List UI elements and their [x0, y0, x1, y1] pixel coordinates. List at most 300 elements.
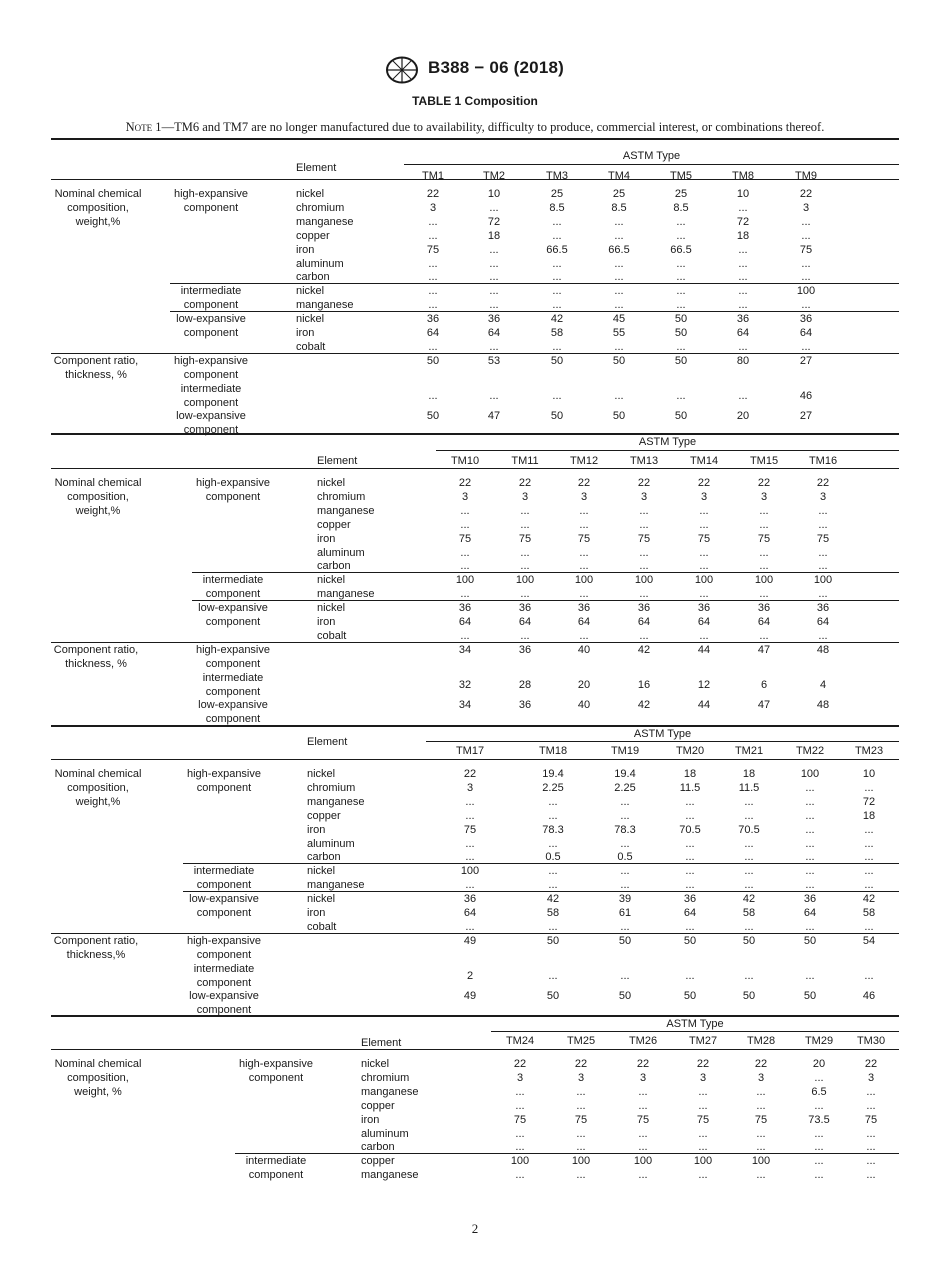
cell: 11.5 [679, 781, 701, 794]
cell: 22 [816, 477, 830, 489]
cell: 39 [618, 893, 632, 906]
cell: ... [428, 285, 438, 298]
cell: 11.5 [738, 781, 760, 794]
cell: 18 [736, 229, 750, 242]
cell: ... [805, 879, 815, 892]
document-header [0, 56, 950, 84]
document-id: B388 − 06 (2018) [428, 58, 564, 77]
ratio-cell: 48 [816, 643, 830, 656]
composition-table-block-4 [51, 1015, 899, 1185]
cell: 18 [742, 768, 756, 780]
cell: ... [639, 629, 649, 642]
ratio-cell: 28 [518, 678, 532, 691]
cell: 75 [757, 532, 771, 545]
cell: 75 [463, 823, 477, 836]
astm-type-header: ASTM Type [622, 150, 681, 162]
cell: 100 [751, 1155, 771, 1168]
cell: ... [465, 920, 475, 933]
ratio-label: Component ratio, [53, 643, 139, 656]
note-label: Note 1 [125, 120, 162, 134]
cell: ... [614, 257, 624, 270]
ratio-cell: ... [864, 969, 874, 982]
inter-ratio-label: intermediate [193, 962, 255, 975]
cell: 22 [518, 477, 532, 489]
ratio-cell: ... [744, 969, 754, 982]
cell: ... [552, 299, 562, 312]
cell: 61 [618, 907, 632, 919]
cell: ... [515, 1141, 525, 1154]
ratio-cell: 47 [487, 410, 501, 423]
low-ratio-label: component [183, 424, 239, 437]
ratio-cell: ... [489, 389, 499, 402]
cell: ... [620, 865, 630, 878]
element-header: Element [317, 455, 358, 467]
cell: ... [460, 546, 470, 559]
element-chromium: chromium [361, 1071, 410, 1084]
element-iron: iron [307, 907, 326, 919]
cell: ... [576, 1127, 586, 1140]
element-carbon: carbon [296, 271, 330, 284]
cell: ... [698, 1127, 708, 1140]
type-header-tm29: TM29 [804, 1035, 834, 1047]
cell: 36 [487, 313, 501, 326]
cell: ... [676, 215, 686, 228]
ratio-cell: 44 [697, 643, 711, 656]
cell: 3 [699, 1071, 707, 1084]
cell: 100 [460, 865, 480, 878]
cell: 3 [580, 490, 588, 503]
ratio-cell: 48 [816, 699, 830, 712]
nominal-label: composition, [67, 1071, 129, 1084]
cell: ... [489, 271, 499, 284]
cell: ... [579, 504, 589, 517]
cell: ... [818, 504, 828, 517]
cell: 22 [463, 768, 477, 780]
astm-type-header: ASTM Type [638, 436, 697, 448]
ratio-cell: 40 [577, 699, 591, 712]
ratio-cell: 49 [463, 990, 477, 1003]
type-header-tm23: TM23 [854, 745, 884, 757]
cell: 58 [862, 907, 876, 919]
cell: ... [866, 1127, 876, 1140]
element-manganese: manganese [307, 795, 365, 808]
cell: ... [699, 546, 709, 559]
high-ratio-label: component [205, 657, 261, 670]
ratio-cell: 50 [618, 990, 632, 1003]
ratio-cell: ... [614, 389, 624, 402]
type-header-tm25: TM25 [566, 1035, 596, 1047]
nominal-label: weight,% [75, 215, 121, 228]
cell: ... [639, 588, 649, 601]
cell: 64 [736, 327, 750, 339]
high-ratio-label: high-expansive [187, 934, 261, 947]
cell: ... [699, 560, 709, 573]
cell: ... [552, 271, 562, 284]
inter-label: intermediate [245, 1155, 307, 1168]
cell: 75 [696, 1113, 710, 1126]
cell: ... [738, 257, 748, 270]
cell: 70.5 [738, 823, 760, 836]
cell: ... [614, 229, 624, 242]
cell: ... [639, 518, 649, 531]
inter-ratio-label: intermediate [202, 671, 264, 684]
type-header-tm12: TM12 [569, 455, 599, 467]
type-header-tm5: TM5 [670, 170, 692, 182]
low-label: low-expansive [189, 893, 259, 906]
element-nickel: nickel [317, 602, 346, 615]
cell: ... [685, 795, 695, 808]
cell: 3 [521, 490, 529, 503]
cell: ... [759, 560, 769, 573]
cell: ... [864, 837, 874, 850]
cell: ... [576, 1085, 586, 1098]
cell: ... [805, 851, 815, 864]
cell: ... [814, 1169, 824, 1182]
element-copper: copper [317, 518, 351, 531]
low-ratio-label: component [196, 1004, 252, 1017]
cell: 75 [637, 532, 651, 545]
cell: 72 [736, 215, 750, 228]
cell: ... [864, 865, 874, 878]
type-header-tm9: TM9 [795, 170, 817, 182]
cell: ... [639, 546, 649, 559]
cell: 100 [634, 574, 654, 587]
cell: 55 [612, 327, 626, 339]
cell: 64 [518, 616, 532, 628]
ratio-cell: 27 [799, 354, 813, 367]
cell: ... [805, 795, 815, 808]
composition-table-block-3 [51, 725, 899, 1015]
ratio-cell: 6 [760, 678, 768, 691]
cell: ... [818, 546, 828, 559]
cell: ... [548, 879, 558, 892]
cell: 2.25 [542, 781, 564, 794]
cell: ... [756, 1127, 766, 1140]
element-carbon: carbon [361, 1141, 395, 1154]
type-header-tm30: TM30 [856, 1035, 886, 1047]
high-ratio-label: component [183, 368, 239, 381]
cell: ... [620, 837, 630, 850]
cell: 64 [487, 327, 501, 339]
cell: ... [756, 1169, 766, 1182]
cell: 73.5 [808, 1113, 830, 1126]
cell: ... [866, 1141, 876, 1154]
element-iron: iron [307, 823, 326, 836]
ratio-cell: 16 [637, 678, 651, 691]
cell: 50 [674, 313, 688, 326]
cell: ... [818, 588, 828, 601]
ratio-cell: 34 [458, 643, 472, 656]
cell: 100 [510, 1155, 530, 1168]
cell: ... [864, 851, 874, 864]
cell: 64 [803, 907, 817, 919]
cell: 64 [458, 616, 472, 628]
cell: 22 [574, 1058, 588, 1070]
cell: ... [620, 879, 630, 892]
nominal-label: Nominal chemical [54, 768, 142, 780]
type-header-tm11: TM11 [511, 455, 539, 467]
high-ratio-label: high-expansive [174, 354, 248, 367]
cell: ... [738, 243, 748, 256]
cell: ... [520, 560, 530, 573]
type-header-tm2: TM2 [483, 170, 505, 182]
high-label: component [205, 490, 261, 503]
cell: ... [738, 340, 748, 353]
astm-type-rule [426, 741, 899, 742]
table-top-rule [51, 1015, 899, 1017]
cell: 22 [577, 477, 591, 489]
cell: ... [548, 865, 558, 878]
cell: ... [552, 229, 562, 242]
astm-type-header: ASTM Type [666, 1018, 724, 1030]
low-label: component [196, 907, 252, 919]
cell: 2.25 [614, 781, 636, 794]
cell: 64 [463, 907, 477, 919]
cell: 3 [461, 490, 469, 503]
cell: ... [866, 1085, 876, 1098]
cell: ... [579, 560, 589, 573]
cell: ... [489, 340, 499, 353]
ratio-cell: 80 [736, 354, 750, 367]
ratio-cell: 50 [612, 354, 626, 367]
cell: ... [520, 629, 530, 642]
cell: ... [814, 1099, 824, 1112]
cell: ... [548, 809, 558, 822]
nominal-label: composition, [67, 490, 129, 503]
astm-type-header: ASTM Type [633, 728, 692, 740]
element-cobalt: cobalt [296, 340, 326, 353]
type-header-tm14: TM14 [689, 455, 719, 467]
ratio-cell: 50 [742, 934, 756, 947]
cell: ... [614, 285, 624, 298]
element-aluminum: aluminum [317, 546, 365, 559]
ratio-cell: ... [428, 389, 438, 402]
cell: 36 [816, 602, 830, 615]
ratio-cell: 53 [487, 354, 501, 367]
ratio-label: Component ratio, [53, 354, 139, 367]
astm-type-rule [436, 450, 899, 451]
high-ratio-label: high-expansive [196, 643, 270, 656]
cell: ... [465, 795, 475, 808]
cell: 22 [636, 1058, 650, 1070]
ratio-cell: 20 [577, 678, 591, 691]
high-label: high-expansive [187, 768, 261, 780]
cell: ... [639, 504, 649, 517]
astm-type-rule [491, 1031, 899, 1032]
element-nickel: nickel [296, 188, 325, 200]
cell: 22 [697, 477, 711, 489]
cell: 3 [802, 201, 810, 214]
type-header-tm27: TM27 [688, 1035, 718, 1047]
cell: ... [814, 1127, 824, 1140]
cell: ... [520, 546, 530, 559]
cell: ... [614, 340, 624, 353]
cell: 75 [518, 532, 532, 545]
ratio-cell: 44 [697, 699, 711, 712]
cell: 64 [816, 616, 830, 628]
cell: 42 [550, 313, 564, 326]
table-top-rule [51, 433, 899, 435]
ratio-cell: 50 [426, 354, 440, 367]
low-ratio-label: low-expansive [176, 410, 246, 423]
element-iron: iron [317, 532, 336, 545]
cell: ... [805, 865, 815, 878]
inter-label: intermediate [202, 574, 264, 587]
header-rule [51, 1049, 899, 1050]
cell: ... [685, 865, 695, 878]
cell: 22 [757, 477, 771, 489]
cell: ... [864, 781, 874, 794]
cell: ... [552, 215, 562, 228]
cell: 36 [697, 602, 711, 615]
cell: 66.5 [546, 243, 568, 256]
cell: 75 [574, 1113, 588, 1126]
cell: ... [818, 560, 828, 573]
ratio-cell: 50 [612, 410, 626, 423]
table-top-rule [51, 725, 899, 727]
cell: ... [465, 809, 475, 822]
composition-table-block-2 [51, 433, 899, 726]
cell: 22 [799, 188, 813, 200]
ratio-cell: 50 [426, 410, 440, 423]
cell: 3 [516, 1071, 524, 1084]
element-nickel: nickel [361, 1058, 390, 1070]
cell: ... [428, 229, 438, 242]
inter-label: intermediate [193, 865, 255, 878]
type-header-tm4: TM4 [608, 170, 630, 182]
cell: ... [744, 920, 754, 933]
cell: ... [465, 851, 475, 864]
cell: ... [698, 1085, 708, 1098]
ratio-cell: ... [676, 389, 686, 402]
inter-ratio-label: intermediate [180, 382, 242, 395]
cell: ... [676, 285, 686, 298]
nominal-label: weight,% [75, 504, 121, 517]
cell: ... [744, 809, 754, 822]
cell: ... [864, 879, 874, 892]
cell: 100 [796, 285, 816, 298]
type-header-tm21: TM21 [734, 745, 764, 757]
element-copper: copper [361, 1155, 395, 1168]
cell: ... [685, 879, 695, 892]
cell: 22 [458, 477, 472, 489]
cell: ... [614, 215, 624, 228]
cell: ... [699, 504, 709, 517]
high-label: high-expansive [174, 188, 248, 200]
cell: ... [759, 629, 769, 642]
element-manganese: manganese [296, 299, 354, 312]
cell: ... [818, 629, 828, 642]
cell: 6.5 [811, 1085, 827, 1098]
cell: ... [576, 1169, 586, 1182]
ratio-cell: 47 [757, 643, 771, 656]
cell: ... [465, 879, 475, 892]
cell: 19.4 [614, 768, 636, 780]
cell: ... [801, 229, 811, 242]
cell: ... [579, 546, 589, 559]
element-iron: iron [296, 243, 315, 256]
cell: 36 [799, 313, 813, 326]
cell: 36 [637, 602, 651, 615]
cell: ... [552, 257, 562, 270]
cell: 20 [812, 1058, 826, 1070]
cell: 10 [862, 768, 876, 780]
ratio-cell: 36 [518, 643, 532, 656]
element-nickel: nickel [317, 574, 346, 587]
cell: ... [801, 257, 811, 270]
ratio-cell: 50 [683, 990, 697, 1003]
cell: 36 [458, 602, 472, 615]
cell: ... [548, 795, 558, 808]
cell: 25 [550, 188, 564, 200]
note-text: —TM6 and TM7 are no longer manufactured due to availability, difficulty to produce, commercial interest, or combinations thereof. [161, 120, 825, 134]
header-rule [51, 759, 899, 760]
cell: ... [759, 518, 769, 531]
cell: ... [428, 271, 438, 284]
cell: 100 [754, 574, 774, 587]
cell: 8.5 [549, 201, 565, 214]
inter-ratio-label: component [183, 396, 239, 409]
cell: 10 [487, 188, 501, 200]
ratio-cell: 20 [736, 410, 750, 423]
cell: 22 [864, 1058, 878, 1070]
ratio-cell: 50 [546, 990, 560, 1003]
cell: ... [759, 504, 769, 517]
nominal-label: weight, % [74, 1085, 122, 1098]
element-chromium: chromium [307, 781, 356, 794]
ratio-cell: ... [685, 969, 695, 982]
astm-logo-icon [384, 56, 420, 84]
cell: 42 [742, 893, 756, 906]
element-manganese: manganese [317, 504, 375, 517]
table-top-rule [51, 138, 899, 140]
cell: ... [699, 588, 709, 601]
cell: 36 [426, 313, 440, 326]
cell: ... [614, 271, 624, 284]
inter-ratio-label: component [196, 976, 252, 989]
ratio-cell: 50 [550, 410, 564, 423]
cell: ... [460, 504, 470, 517]
element-header: Element [361, 1037, 402, 1049]
cell: 42 [546, 893, 560, 906]
element-manganese: manganese [361, 1085, 419, 1098]
cell: ... [620, 920, 630, 933]
ratio-cell: ... [548, 969, 558, 982]
element-carbon: carbon [317, 560, 351, 573]
cell: 36 [736, 313, 750, 326]
cell: 64 [757, 616, 771, 628]
element-copper: copper [307, 809, 341, 822]
cell: 75 [864, 1113, 878, 1126]
cell: ... [638, 1085, 648, 1098]
cell: 100 [694, 574, 714, 587]
ratio-cell: 50 [550, 354, 564, 367]
element-nickel: nickel [296, 285, 325, 298]
cell: ... [866, 1169, 876, 1182]
cell: ... [676, 299, 686, 312]
cell: 8.5 [673, 201, 689, 214]
high-label: high-expansive [239, 1058, 313, 1070]
high-ratio-label: component [196, 948, 252, 961]
cell: ... [676, 271, 686, 284]
cell: ... [801, 299, 811, 312]
cell: 64 [637, 616, 651, 628]
cell: 36 [683, 893, 697, 906]
element-carbon: carbon [307, 851, 341, 864]
cell: ... [460, 560, 470, 573]
ratio-cell: 27 [799, 410, 813, 423]
cell: ... [428, 257, 438, 270]
